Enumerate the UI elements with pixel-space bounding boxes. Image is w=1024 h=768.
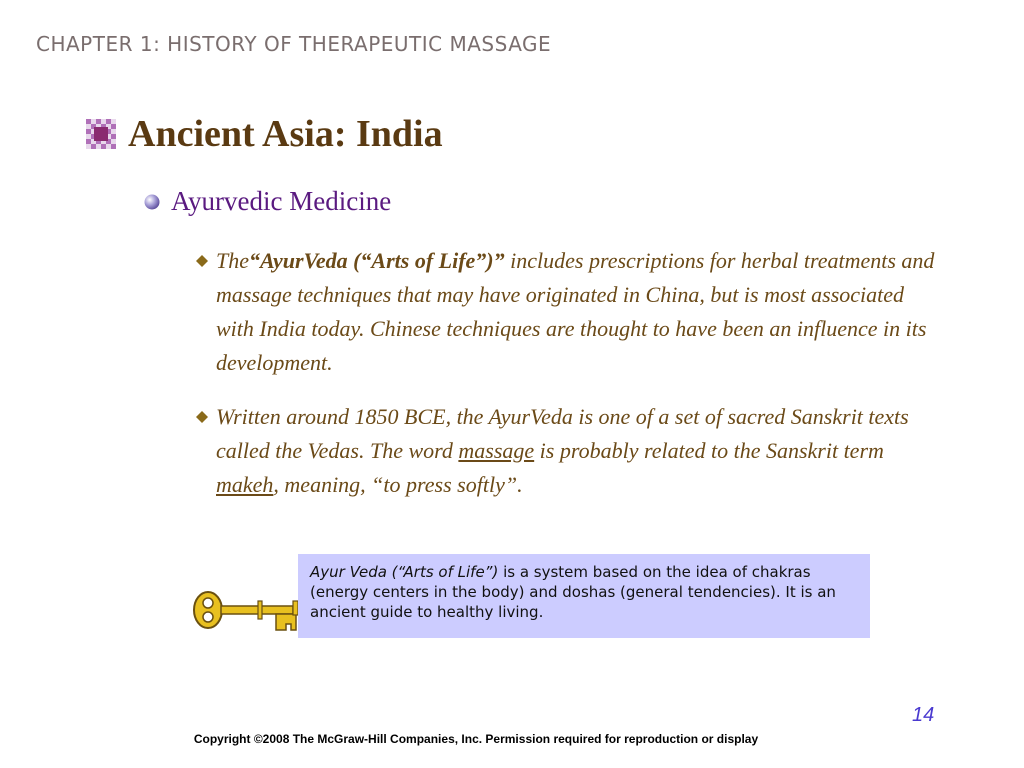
sphere-bullet-icon <box>144 194 160 210</box>
bullet-paragraph-1 <box>216 244 946 380</box>
page-number: 14 <box>912 704 935 726</box>
diamond-bullet-icon <box>196 255 208 267</box>
slide-title-row <box>86 112 443 156</box>
diamond-bullet-icon <box>196 411 208 423</box>
bullet-paragraph-2 <box>216 400 946 502</box>
subheading-row <box>144 186 391 217</box>
copyright-notice: Copyright ©2008 The McGraw-Hill Companies, Inc. Permission required for reproduction or display <box>193 732 759 746</box>
bullet-1-term: “AyurVeda (“Arts of Life”)” <box>249 248 505 273</box>
golden-key-icon <box>192 584 300 640</box>
checkered-square-bullet-icon <box>86 119 116 149</box>
slide-title: Ancient Asia: India <box>128 113 443 155</box>
definition-note-box <box>298 554 870 638</box>
bullet-1-text: includes prescriptions for herbal treatments and massage techniques that may have originated in China, but is most associated with India today. Chinese techniques are thought to have been an influence in its development. <box>216 248 935 375</box>
chapter-header: CHAPTER 1: HISTORY OF THERAPEUTIC MASSAGE <box>36 32 552 56</box>
term-massage: massage <box>458 438 535 463</box>
term-makeh: makeh <box>216 472 274 497</box>
bullet-2-text-b: is probably related to the Sanskrit term <box>534 438 884 463</box>
subheading: Ayurvedic Medicine <box>171 186 392 216</box>
bullet-2-text-c: , meaning, “to press softly”. <box>273 472 523 497</box>
note-text: is a system based on the idea of chakras (energy centers in the body) and doshas (general tendencies). It is an ancient guide to healthy living. <box>310 563 836 621</box>
bullet-1-prefix: The <box>216 248 249 273</box>
note-term: Ayur Veda (“Arts of Life”) <box>310 563 499 581</box>
bullet-2-text-a: Written around 1850 BCE, the AyurVeda is one of a set of sacred Sanskrit texts called the Vedas. The word <box>216 404 909 463</box>
